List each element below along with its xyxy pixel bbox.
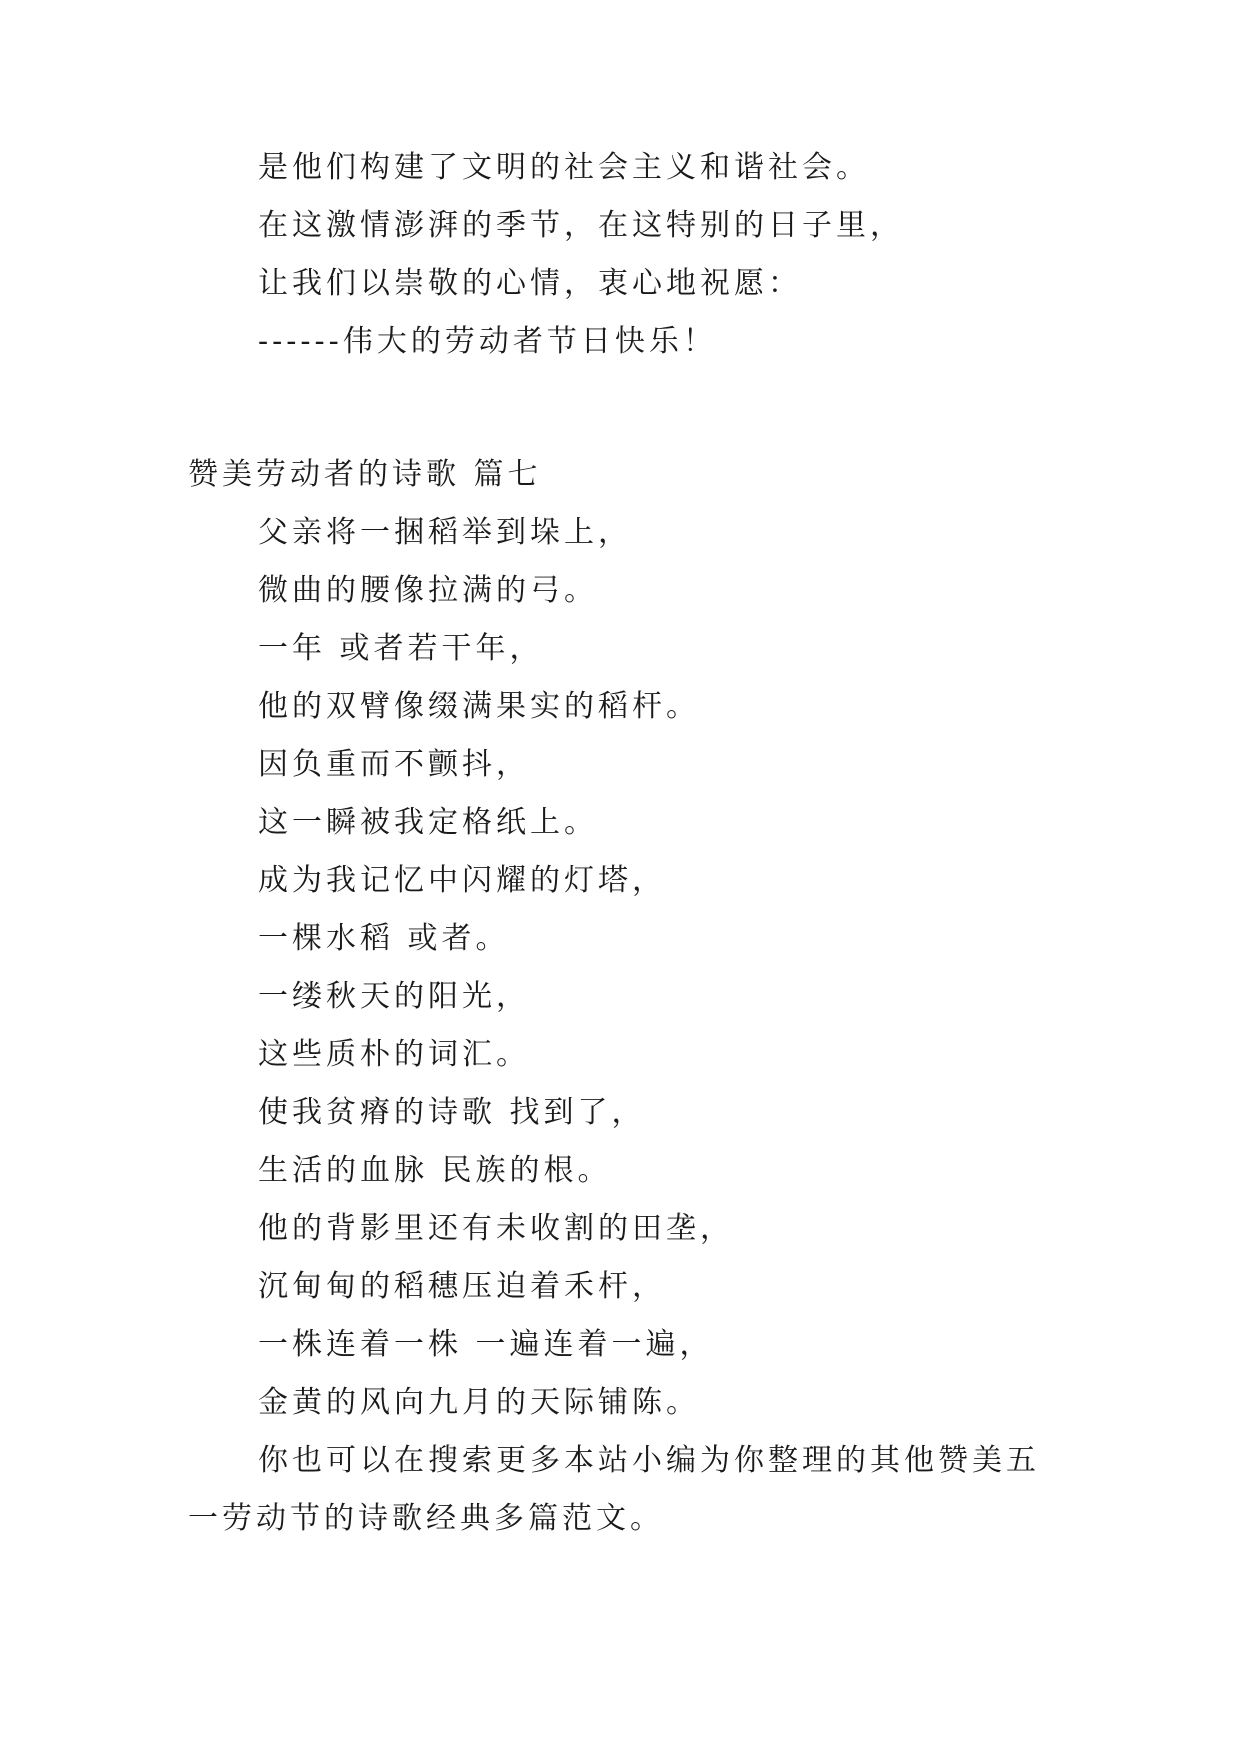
poem-line: 父亲将一捆稻举到垛上， xyxy=(258,515,632,550)
poem-line: 生活的血脉 民族的根。 xyxy=(258,1153,612,1188)
poem-line: 因负重而不颤抖， xyxy=(258,747,530,782)
poem-line: 一株连着一株 一遍连着一遍， xyxy=(258,1327,714,1362)
closing-paragraph-line-2: 一劳动节的诗歌经典多篇范文。 xyxy=(188,1501,664,1536)
closing-paragraph-line-1: 你也可以在搜索更多本站小编为你整理的其他赞美五 xyxy=(258,1443,1040,1478)
poem-line: 一缕秋天的阳光， xyxy=(258,979,530,1014)
poem-line: 这一瞬被我定格纸上。 xyxy=(258,805,598,840)
poem-line: 沉甸甸的稻穗压迫着禾杆， xyxy=(258,1269,666,1304)
intro-line: 是他们构建了文明的社会主义和谐社会。 xyxy=(258,150,870,185)
intro-line: 让我们以崇敬的心情，衷心地祝愿： xyxy=(258,266,802,301)
intro-line: 在这激情澎湃的季节，在这特别的日子里， xyxy=(258,208,904,243)
poem-line: 他的双臂像缀满果实的稻杆。 xyxy=(258,689,700,724)
poem-line: 这些质朴的词汇。 xyxy=(258,1037,530,1072)
poem-line: 使我贫瘠的诗歌 找到了， xyxy=(258,1095,646,1130)
poem-line: 一年 或者若干年， xyxy=(258,631,544,666)
poem-line: 金黄的风向九月的天际铺陈。 xyxy=(258,1385,700,1420)
section-title: 赞美劳动者的诗歌 篇七 xyxy=(188,457,542,492)
poem-line: 他的背影里还有未收割的田垄， xyxy=(258,1211,734,1246)
poem-line: 微曲的腰像拉满的弓。 xyxy=(258,573,598,608)
intro-line: ------伟大的劳动者节日快乐！ xyxy=(258,324,717,359)
poem-line: 成为我记忆中闪耀的灯塔， xyxy=(258,863,666,898)
poem-line: 一棵水稻 或者。 xyxy=(258,921,510,956)
